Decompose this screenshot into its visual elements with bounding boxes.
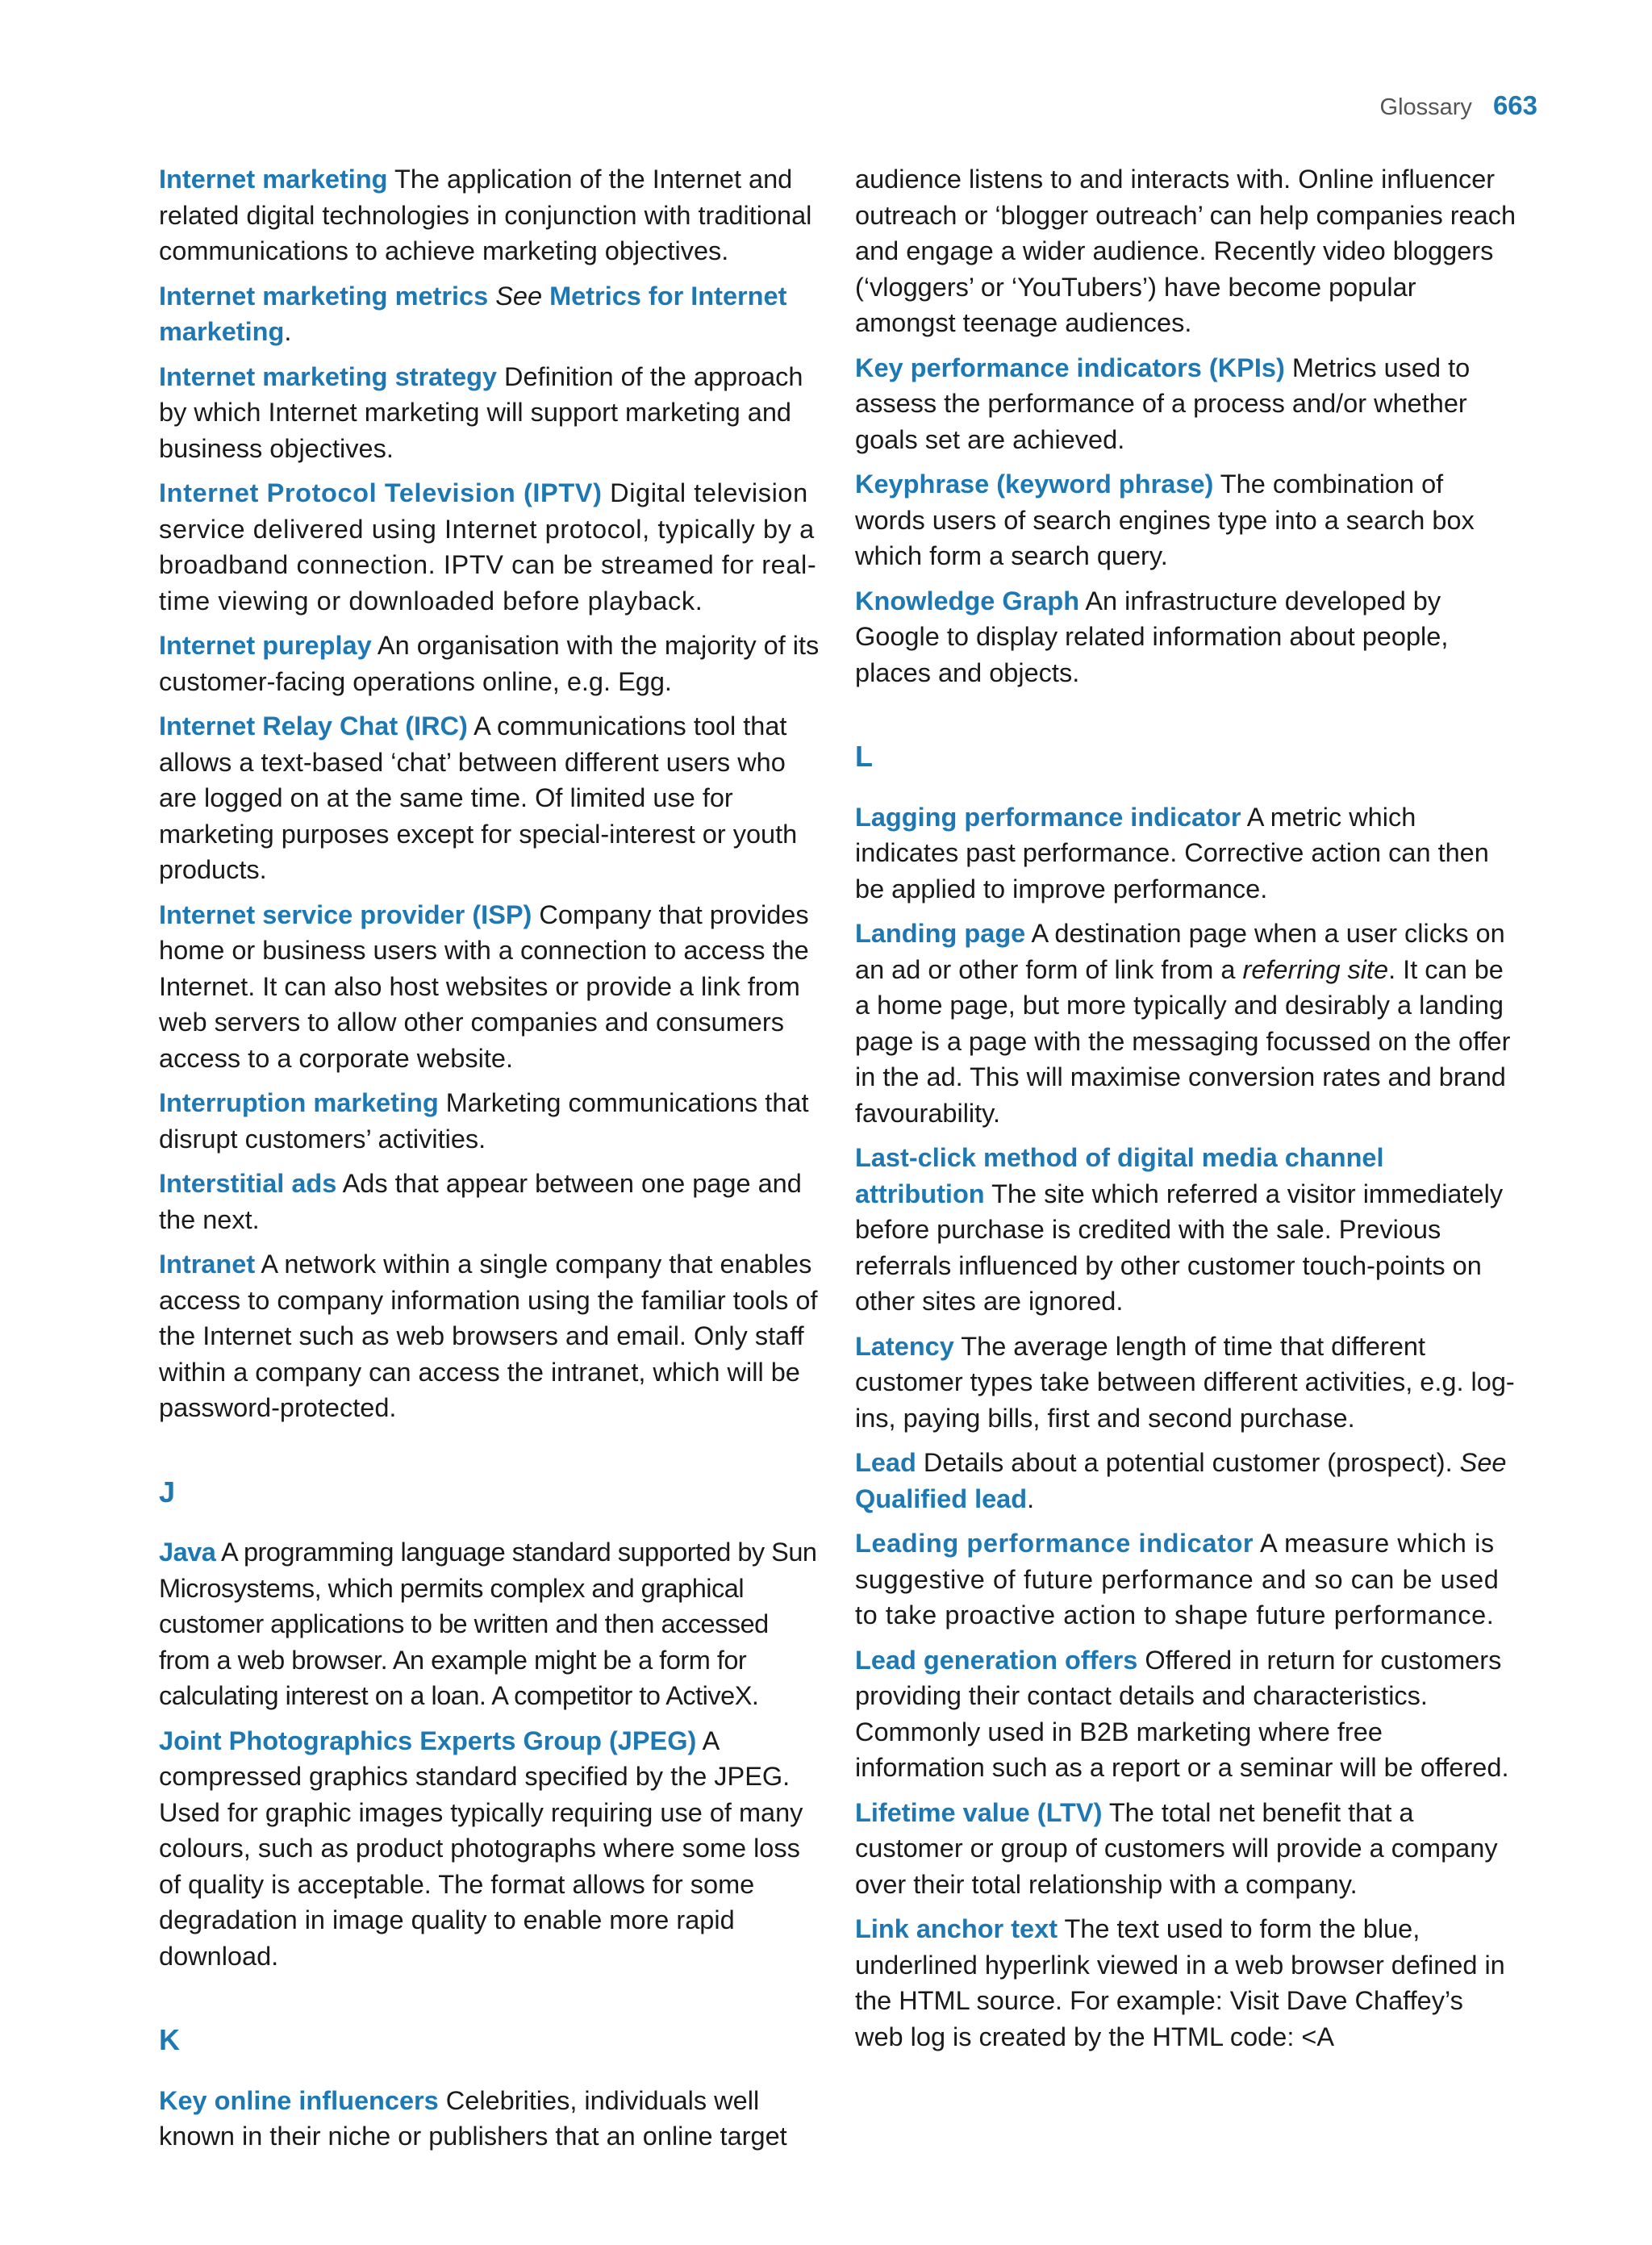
- glossary-term: Internet pureplay: [159, 631, 372, 660]
- section-title: Glossary: [1379, 94, 1472, 120]
- glossary-entry: [855, 799, 1516, 908]
- running-head: [1380, 90, 1537, 121]
- glossary-term: Interruption marketing: [159, 1088, 439, 1117]
- glossary-entry: [159, 1723, 820, 1975]
- glossary-term: Link anchor text: [855, 1914, 1058, 1943]
- glossary-definition: An organisation with the majority of its customer-facing operations online, e.g. Egg.: [159, 631, 820, 696]
- glossary-entry: [159, 475, 820, 619]
- glossary-term: Internet service provider (ISP): [159, 899, 532, 929]
- glossary-term: Internet marketing strategy: [159, 361, 498, 391]
- see-label: See: [1459, 1448, 1507, 1477]
- left-column: [159, 161, 820, 2164]
- glossary-definition: Company that provides home or business users with a connection to access the Internet. It can also host websites or provide a link from web servers to allow other companies and consumers access to a corporate website.: [159, 899, 809, 1073]
- page-number: 663: [1492, 90, 1537, 120]
- glossary-term: Keyphrase (keyword phrase): [855, 469, 1214, 499]
- glossary-term: Lagging performance indicator: [855, 802, 1241, 832]
- glossary-term: Last-click method of digital media channel attribution: [855, 1143, 1384, 1208]
- glossary-definition: A destination page when a user clicks on an ad or other form of link from a: [855, 919, 1505, 984]
- glossary-entry: [855, 583, 1516, 691]
- glossary-entry: [855, 1445, 1516, 1517]
- section-letter-k: K: [159, 2023, 180, 2056]
- glossary-term: Key performance indicators (KPIs): [855, 353, 1285, 382]
- glossary-definition: A programming language standard supported by Sun Microsystems, which permits complex and graphical customer applications to be written and then accessed from a web browser. An example might be a form for calculating interest on a loan. A competitor to ActiveX.: [159, 1538, 817, 1710]
- glossary-entry: [159, 161, 820, 269]
- glossary-definition: Metrics used to assess the performance of a process and/or whether goals set are achieved.: [855, 353, 1471, 454]
- glossary-definition: A metric which indicates past performance. Corrective action can then be applied to improve performance.: [855, 802, 1489, 903]
- glossary-entry: [855, 1642, 1516, 1786]
- section-letter-l: L: [855, 740, 873, 773]
- glossary-entry: [855, 1525, 1516, 1634]
- glossary-entry: [159, 2083, 820, 2155]
- glossary-term: Latency: [855, 1331, 954, 1361]
- glossary-entry: [855, 466, 1516, 574]
- glossary-entry-continued: [855, 161, 1516, 341]
- glossary-term: Internet marketing: [159, 165, 388, 194]
- glossary-entry: [159, 708, 820, 888]
- glossary-definition: The total net benefit that a customer or group of customers will provide a company over their total relationship with a company.: [855, 1797, 1498, 1899]
- glossary-definition: Ads that appear between one page and the next.: [159, 1169, 802, 1234]
- glossary-definition: An infrastructure developed by Google to display related information about people, places and objects.: [855, 586, 1449, 687]
- glossary-definition: A network within a single company that enables access to company information using the familiar tools of the Internet such as web browsers and email. Only staff within a company can access the intranet, which will be password-protected.: [159, 1250, 818, 1422]
- glossary-definition: Digital television service delivered using Internet protocol, typically by a broadband connection. IPTV can be streamed for real-time viewing or downloaded before playback.: [159, 478, 817, 615]
- section-letter-j: J: [159, 1475, 176, 1508]
- glossary-entry: [855, 1329, 1516, 1437]
- glossary-term: Lifetime value (LTV): [855, 1797, 1103, 1827]
- see-label: See: [495, 281, 543, 311]
- glossary-definition: A communications tool that allows a text-based ‘chat’ between different users who are logged on at the same time. Of limited use for marketing purposes except for special-interest or youth products.: [159, 711, 798, 884]
- glossary-term: Leading performance indicator: [855, 1529, 1254, 1558]
- glossary-entry: [159, 897, 820, 1077]
- cross-reference: Qualified lead: [855, 1483, 1028, 1513]
- glossary-definition: audience listens to and interacts with. Online influencer outreach or ‘blogger outreach’ can help companies reach and engage a wider audience. Recently video bloggers (‘vloggers’ or ‘YouTubers’) have become popular amongst teenage audiences.: [855, 165, 1516, 337]
- glossary-definition: The application of the Internet and related digital technologies in conjunction with traditional communications to achieve marketing objectives.: [159, 165, 812, 265]
- glossary-term: Key online influencers: [159, 2085, 439, 2115]
- glossary-definition: Offered in return for customers providing their contact details and characteristics. Commonly used in B2B marketing where free information such as a report or a seminar will be offered.: [855, 1645, 1509, 1782]
- glossary-entry: [159, 278, 820, 350]
- glossary-term: Landing page: [855, 919, 1026, 948]
- glossary-term: Lead: [855, 1448, 916, 1477]
- glossary-term: Java: [159, 1538, 216, 1567]
- glossary-term: Lead generation offers: [855, 1645, 1138, 1675]
- glossary-definition: Marketing communications that disrupt customers’ activities.: [159, 1088, 809, 1154]
- glossary-term: Internet Protocol Television (IPTV): [159, 478, 603, 507]
- glossary-entry: [159, 1166, 820, 1237]
- right-column: [855, 161, 1516, 2063]
- glossary-entry: [855, 916, 1516, 1131]
- glossary-entry: [855, 1795, 1516, 1903]
- glossary-entry: [855, 1140, 1516, 1320]
- glossary-entry: [159, 628, 820, 699]
- cross-reference: Metrics for Internet marketing: [159, 281, 787, 346]
- glossary-definition: A measure which is suggestive of future performance and so can be used to take proactive action to shape future performance.: [855, 1529, 1500, 1630]
- glossary-definition-cont: . It can be a home page, but more typically and desirably a landing page is a page with the messaging focussed on the offer in the ad. This will maximise conversion rates and brand favourability.: [855, 954, 1511, 1128]
- glossary-term: Intranet: [159, 1250, 256, 1279]
- glossary-entry: [159, 359, 820, 467]
- glossary-definition: The site which referred a visitor immediately before purchase is credited with the sale. Previous referrals influenced by other customer touch-points on other sites are ignored.: [855, 1179, 1504, 1316]
- glossary-term: Knowledge Graph: [855, 586, 1080, 615]
- glossary-definition: The text used to form the blue, underlined hyperlink viewed in a web browser defined in the HTML source. For example: Visit Dave Chaffey’s web log is created by the HTML code: <A: [855, 1914, 1505, 2051]
- glossary-definition: The combination of words users of search engines type into a search box which form a search query.: [855, 469, 1475, 570]
- glossary-entry: [855, 1911, 1516, 2055]
- glossary-entry: [855, 350, 1516, 458]
- italic-phrase: referring site: [1242, 954, 1389, 984]
- punctuation: .: [284, 317, 292, 346]
- glossary-entry: [159, 1085, 820, 1157]
- glossary-definition: Celebrities, individuals well known in their niche or publishers that an online target: [159, 2085, 787, 2151]
- glossary-entry: [159, 1246, 820, 1426]
- glossary-definition: A compressed graphics standard specified by the JPEG. Used for graphic images typically requiring use of many colours, such as product photographs where some loss of quality is acceptable. The format allows for some degradation in image quality to enable more rapid download.: [159, 1725, 803, 1971]
- glossary-definition: Definition of the approach by which Internet marketing will support marketing and business objectives.: [159, 361, 803, 463]
- glossary-term: Internet Relay Chat (IRC): [159, 711, 468, 741]
- glossary-definition: The average length of time that different customer types take between different activities, e.g. log-ins, paying bills, first and second purchase.: [855, 1331, 1515, 1433]
- glossary-term: Interstitial ads: [159, 1169, 337, 1198]
- glossary-entry: [159, 1534, 820, 1714]
- punctuation: .: [1027, 1483, 1035, 1513]
- glossary-term: Joint Photographics Experts Group (JPEG): [159, 1725, 697, 1755]
- glossary-term: Internet marketing metrics: [159, 281, 489, 311]
- glossary-definition: Details about a potential customer (prospect).: [916, 1448, 1460, 1477]
